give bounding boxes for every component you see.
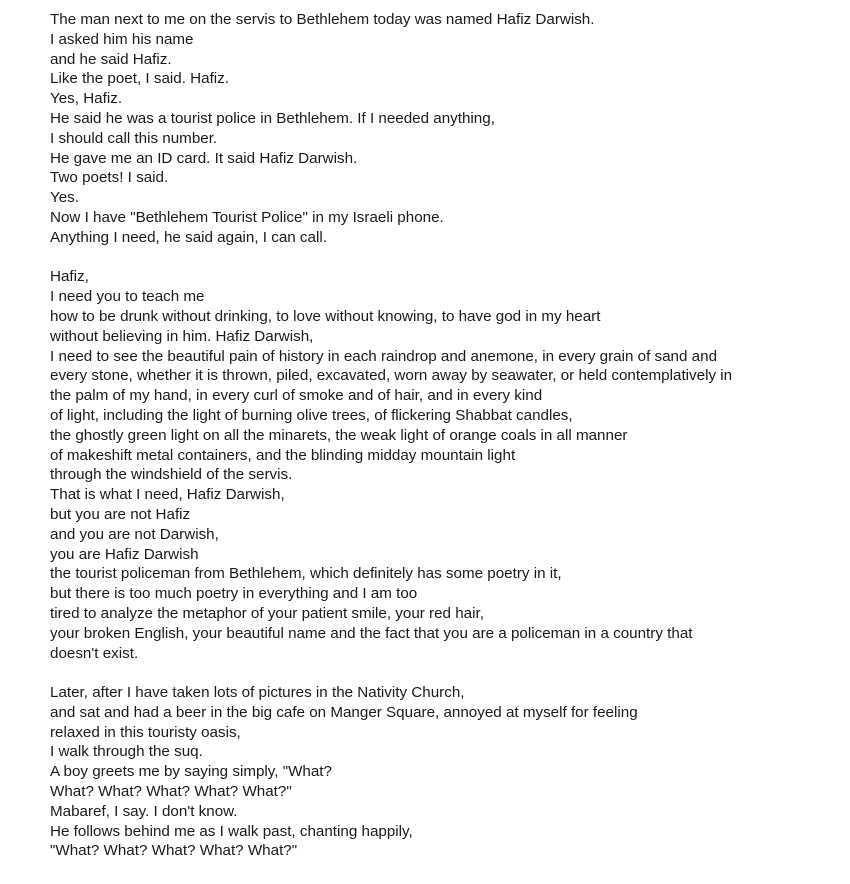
text-line: tired to analyze the metaphor of your patient smile, your red hair, (50, 604, 484, 622)
stanza-3 (50, 683, 840, 861)
text-line: your broken English, your beautiful name and the fact that you are a policeman in a country that (50, 624, 693, 642)
text-line: through the windshield of the servis. (50, 466, 293, 484)
text-line: every stone, whether it is thrown, piled, excavated, worn away by seawater, or held contemplatively in (50, 367, 733, 385)
text-line: Later, after I have taken lots of pictures in the Nativity Church, (50, 684, 465, 702)
text-line: you are Hafiz Darwish (50, 545, 199, 563)
text-line: of light, including the light of burning olive trees, of flickering Shabbat candles, (50, 406, 573, 424)
text-line: Hafiz, (50, 268, 89, 286)
text-line: but there is too much poetry in everything and I am too (50, 585, 418, 603)
text-line: I should call this number. (50, 129, 218, 147)
text-line: A boy greets me by saying simply, "What? (50, 763, 332, 781)
text-line: "What? What? What? What? What?" (50, 842, 298, 860)
document-body (50, 10, 840, 861)
text-line: He follows behind me as I walk past, chanting happily, (50, 822, 413, 840)
text-line: the tourist policeman from Bethlehem, which definitely has some poetry in it, (50, 565, 562, 583)
text-line: relaxed in this touristy oasis, (50, 723, 241, 741)
text-line: the palm of my hand, in every curl of smoke and of hair, and in every kind (50, 387, 543, 405)
text-line: Anything I need, he said again, I can call. (50, 228, 327, 246)
stanza-2 (50, 267, 840, 663)
text-line: and you are not Darwish, (50, 525, 219, 543)
text-line: He gave me an ID card. It said Hafiz Darwish. (50, 149, 358, 167)
text-line: without believing in him. Hafiz Darwish, (50, 327, 314, 345)
text-line: I asked him his name (50, 30, 194, 48)
text-line: Yes, Hafiz. (50, 90, 123, 108)
text-line: Like the poet, I said. Hafiz. (50, 70, 229, 88)
text-line: Two poets! I said. (50, 169, 169, 187)
text-line: I need to see the beautiful pain of history in each raindrop and anemone, in every grain of sand and (50, 347, 718, 365)
text-line: Yes. (50, 189, 79, 207)
text-line: That is what I need, Hafiz Darwish, (50, 486, 285, 504)
text-line: What? What? What? What? What?" (50, 783, 292, 801)
text-line: doesn't exist. (50, 644, 139, 662)
text-line: and he said Hafiz. (50, 50, 172, 68)
text-line: and sat and had a beer in the big cafe on Manger Square, annoyed at myself for feeling (50, 703, 638, 721)
text-line: Now I have "Bethlehem Tourist Police" in my Israeli phone. (50, 208, 444, 226)
stanza-1 (50, 10, 840, 248)
text-line: of makeshift metal containers, and the blinding midday mountain light (50, 446, 516, 464)
text-line: He said he was a tourist police in Bethlehem. If I needed anything, (50, 109, 495, 127)
text-line: I walk through the suq. (50, 743, 203, 761)
text-line: I need you to teach me (50, 288, 205, 306)
text-line: how to be drunk without drinking, to love without knowing, to have god in my heart (50, 307, 601, 325)
text-line: The man next to me on the servis to Bethlehem today was named Hafiz Darwish. (50, 11, 595, 28)
text-line: Mabaref, I say. I don't know. (50, 802, 238, 820)
text-line: the ghostly green light on all the minarets, the weak light of orange coals in all manner (50, 426, 628, 444)
text-line: but you are not Hafiz (50, 505, 191, 523)
